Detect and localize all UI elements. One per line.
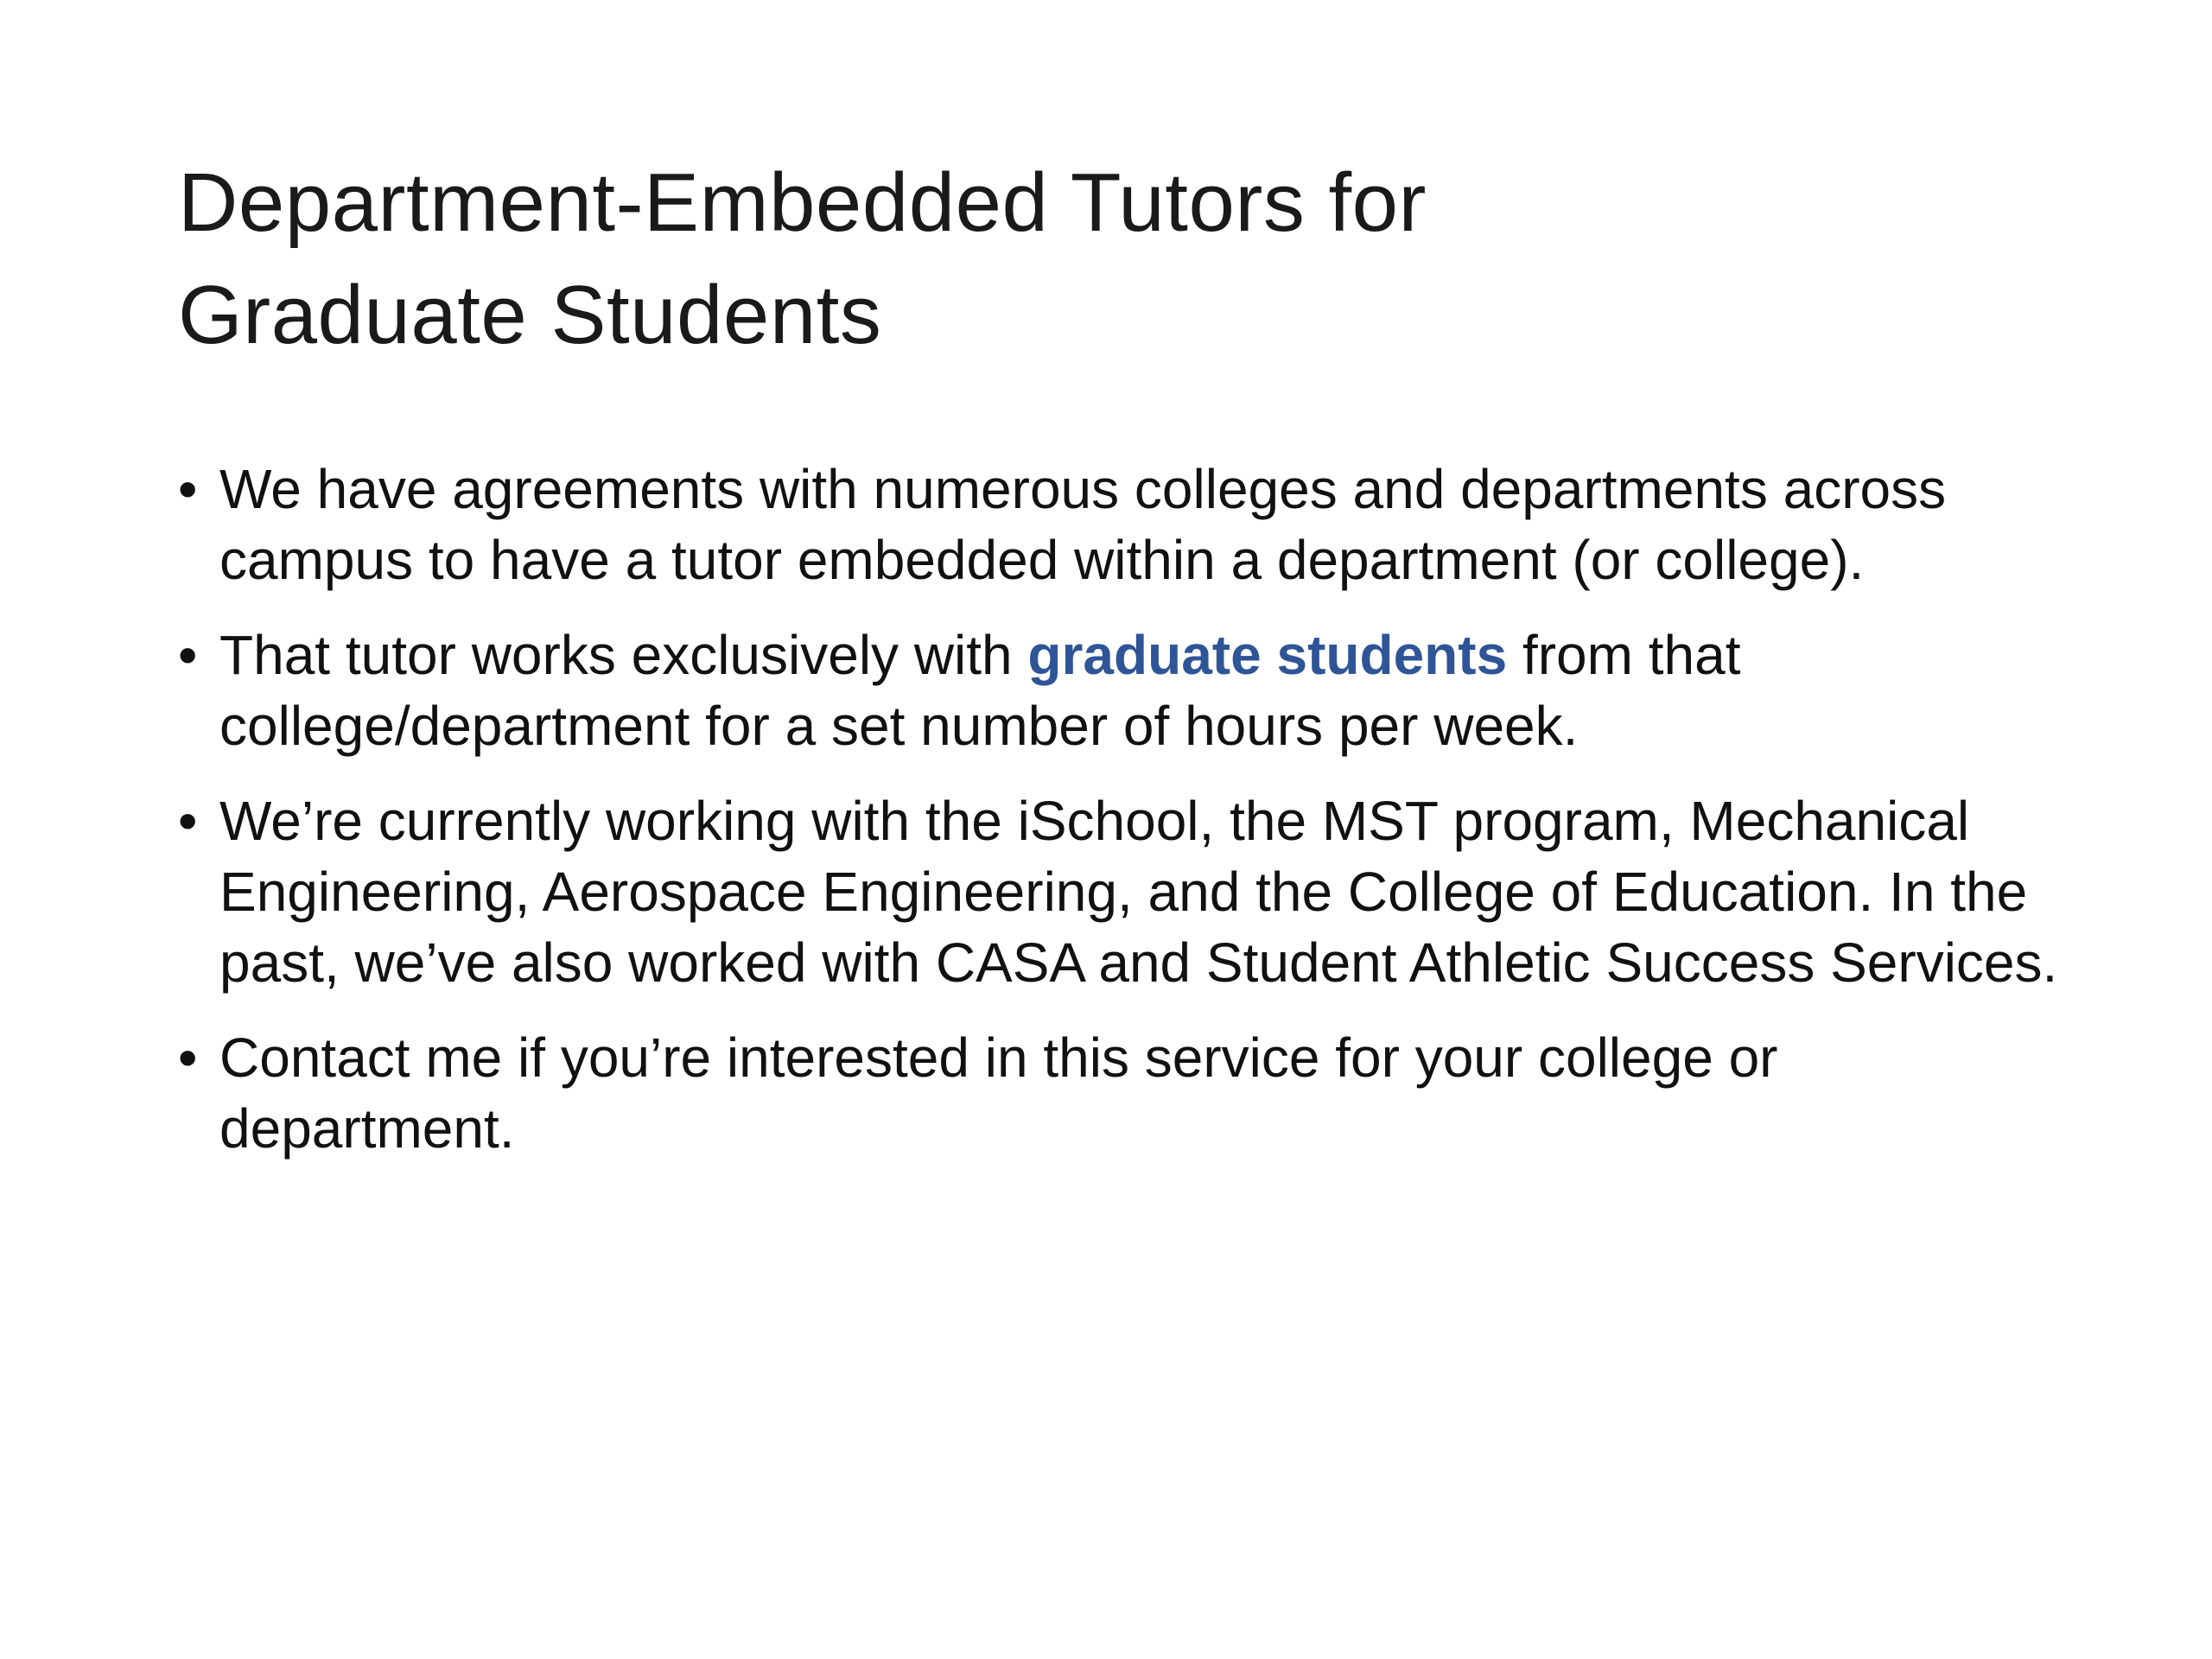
slide-title (178, 147, 2036, 372)
bullet-text-after: from that college/department for a set number of hours per week. (219, 624, 1741, 757)
bullet-text-before: That tutor works exclusively with (219, 624, 1028, 686)
bullet-marker: • (178, 790, 198, 852)
bullet-marker: • (178, 458, 198, 520)
bullet-text: Contact me if you’re interested in this service for your college or department. (219, 1027, 1778, 1160)
bullet-item-contact (178, 1022, 2079, 1164)
bullet-text: We’re currently working with the iSchool, the MST program, Mechanical Engineering, Aerospace Engineering, and the College of Education. In the past, we’ve also worked with CASA and Student Athletic Success Services. (219, 790, 2058, 994)
bullet-list (178, 454, 2079, 1188)
slide-title-line-1: Department-Embedded Tutors for (178, 156, 1427, 249)
highlighted-text: graduate students (1027, 624, 1508, 686)
bullet-item-graduate-students (178, 620, 2079, 761)
bullet-item-agreements (178, 454, 2079, 595)
bullet-text: We have agreements with numerous colleges and departments across campus to have a tutor embedded within a department (or college). (219, 458, 1947, 591)
bullet-item-current-partners (178, 785, 2079, 998)
bullet-marker: • (178, 624, 198, 686)
bullet-marker: • (178, 1027, 198, 1089)
slide-title-line-2: Graduate Students (178, 269, 882, 361)
